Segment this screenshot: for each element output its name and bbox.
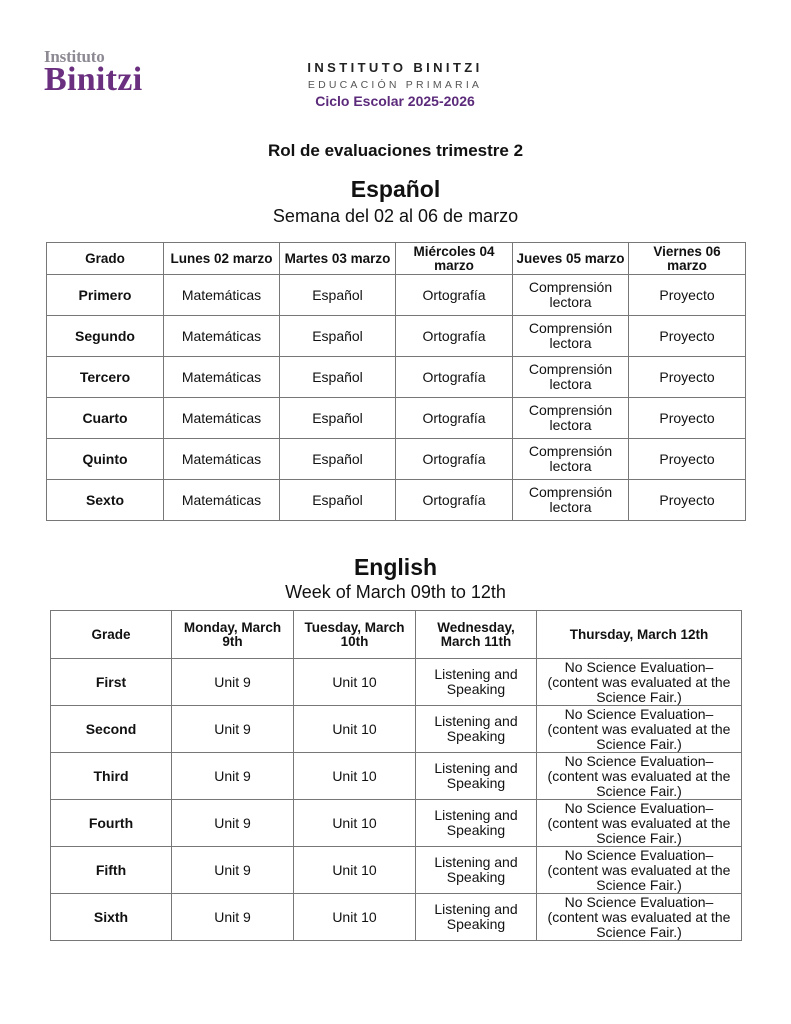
evaluation-cell: No Science Evaluation– (content was evaluated at the Science Fair.) bbox=[537, 753, 742, 800]
evaluation-cell: Listening and Speaking bbox=[416, 706, 537, 753]
evaluation-cell: Unit 9 bbox=[172, 894, 294, 941]
evaluation-cell: Español bbox=[280, 275, 396, 316]
grade-column-header: Grado bbox=[47, 243, 164, 275]
evaluation-cell: Proyecto bbox=[629, 357, 746, 398]
evaluation-cell: Listening and Speaking bbox=[416, 753, 537, 800]
evaluation-cell: Ortografía bbox=[396, 398, 513, 439]
evaluation-cell: Comprensión lectora bbox=[513, 275, 629, 316]
evaluation-cell: Proyecto bbox=[629, 275, 746, 316]
evaluation-cell: No Science Evaluation– (content was evaluated at the Science Fair.) bbox=[537, 894, 742, 941]
grade-cell: Tercero bbox=[47, 357, 164, 398]
day-column-header: Monday, March 9th bbox=[172, 611, 294, 659]
grade-cell: Primero bbox=[47, 275, 164, 316]
grade-column-header: Grade bbox=[51, 611, 172, 659]
evaluation-cell: Comprensión lectora bbox=[513, 480, 629, 521]
logo-line-binitzi: Binitzi bbox=[44, 61, 143, 98]
grade-cell: Fifth bbox=[51, 847, 172, 894]
education-level: EDUCACIÓN PRIMARIA bbox=[307, 79, 483, 91]
table-row bbox=[51, 706, 742, 753]
document-header bbox=[230, 60, 560, 109]
evaluation-cell: Matemáticas bbox=[164, 357, 280, 398]
table-row bbox=[51, 659, 742, 706]
day-column-header: Lunes 02 marzo bbox=[164, 243, 280, 275]
table-row bbox=[51, 753, 742, 800]
evaluation-cell: No Science Evaluation– (content was evaluated at the Science Fair.) bbox=[537, 706, 742, 753]
english-schedule-table bbox=[50, 610, 742, 941]
day-column-header: Viernes 06 marzo bbox=[629, 243, 746, 275]
evaluation-cell: Comprensión lectora bbox=[513, 357, 629, 398]
day-column-header: Martes 03 marzo bbox=[280, 243, 396, 275]
espanol-schedule-table bbox=[46, 242, 746, 521]
evaluation-cell: Unit 9 bbox=[172, 847, 294, 894]
evaluation-cell: Español bbox=[280, 398, 396, 439]
evaluation-cell: Ortografía bbox=[396, 480, 513, 521]
grade-cell: Second bbox=[51, 706, 172, 753]
table-row bbox=[47, 316, 746, 357]
evaluation-cell: Español bbox=[280, 357, 396, 398]
evaluation-cell: Español bbox=[280, 316, 396, 357]
day-column-header: Wednesday, March 11th bbox=[416, 611, 537, 659]
evaluation-cell: Proyecto bbox=[629, 398, 746, 439]
evaluation-cell: Listening and Speaking bbox=[416, 894, 537, 941]
evaluation-cell: Unit 9 bbox=[172, 753, 294, 800]
table-row bbox=[47, 275, 746, 316]
english-week-range: Week of March 09th to 12th bbox=[285, 582, 506, 602]
table-row bbox=[47, 480, 746, 521]
evaluation-cell: Comprensión lectora bbox=[513, 398, 629, 439]
evaluation-cell: Español bbox=[280, 439, 396, 480]
grade-cell: Sixth bbox=[51, 894, 172, 941]
evaluation-cell: Matemáticas bbox=[164, 316, 280, 357]
day-column-header: Jueves 05 marzo bbox=[513, 243, 629, 275]
evaluation-cell: Ortografía bbox=[396, 316, 513, 357]
evaluation-cell: Matemáticas bbox=[164, 480, 280, 521]
logo-line-instituto: Instituto bbox=[44, 47, 105, 66]
grade-cell: Cuarto bbox=[47, 398, 164, 439]
evaluation-cell: Matemáticas bbox=[164, 439, 280, 480]
evaluation-cell: Español bbox=[280, 480, 396, 521]
grade-cell: Third bbox=[51, 753, 172, 800]
espanol-section-title: Español bbox=[350, 176, 441, 202]
evaluation-cell: No Science Evaluation– (content was evaluated at the Science Fair.) bbox=[537, 659, 742, 706]
evaluation-cell: Ortografía bbox=[396, 439, 513, 480]
document-subtitle: Rol de evaluaciones trimestre 2 bbox=[267, 141, 524, 160]
evaluation-cell: Ortografía bbox=[396, 275, 513, 316]
evaluation-cell: Unit 10 bbox=[294, 800, 416, 847]
table-header-row bbox=[51, 611, 742, 659]
school-name: INSTITUTO BINITZI bbox=[307, 60, 483, 75]
espanol-week-range: Semana del 02 al 06 de marzo bbox=[272, 206, 519, 226]
evaluation-cell: Matemáticas bbox=[164, 275, 280, 316]
grade-cell: Quinto bbox=[47, 439, 164, 480]
table-header-row bbox=[47, 243, 746, 275]
table-row bbox=[47, 439, 746, 480]
evaluation-cell: Listening and Speaking bbox=[416, 847, 537, 894]
evaluation-cell: Ortografía bbox=[396, 357, 513, 398]
english-section-title: English bbox=[353, 554, 438, 580]
evaluation-cell: Unit 10 bbox=[294, 706, 416, 753]
evaluation-cell: Proyecto bbox=[629, 480, 746, 521]
table-row bbox=[51, 847, 742, 894]
grade-cell: Sexto bbox=[47, 480, 164, 521]
evaluation-cell: Unit 10 bbox=[294, 659, 416, 706]
evaluation-cell: No Science Evaluation– (content was evaluated at the Science Fair.) bbox=[537, 800, 742, 847]
day-column-header: Thursday, March 12th bbox=[537, 611, 742, 659]
school-logo bbox=[44, 48, 174, 96]
evaluation-cell: Unit 10 bbox=[294, 894, 416, 941]
evaluation-cell: Matemáticas bbox=[164, 398, 280, 439]
evaluation-cell: Unit 10 bbox=[294, 753, 416, 800]
evaluation-cell: No Science Evaluation– (content was evaluated at the Science Fair.) bbox=[537, 847, 742, 894]
evaluation-cell: Unit 10 bbox=[294, 847, 416, 894]
evaluation-cell: Listening and Speaking bbox=[416, 800, 537, 847]
table-row bbox=[47, 398, 746, 439]
table-row bbox=[51, 894, 742, 941]
grade-cell: Segundo bbox=[47, 316, 164, 357]
grade-cell: First bbox=[51, 659, 172, 706]
evaluation-cell: Unit 9 bbox=[172, 800, 294, 847]
school-cycle: Ciclo Escolar 2025-2026 bbox=[315, 93, 475, 109]
table-row bbox=[51, 800, 742, 847]
evaluation-cell: Listening and Speaking bbox=[416, 659, 537, 706]
day-column-header: Tuesday, March 10th bbox=[294, 611, 416, 659]
day-column-header: Miércoles 04 marzo bbox=[396, 243, 513, 275]
evaluation-cell: Comprensión lectora bbox=[513, 316, 629, 357]
table-row bbox=[47, 357, 746, 398]
grade-cell: Fourth bbox=[51, 800, 172, 847]
evaluation-cell: Proyecto bbox=[629, 439, 746, 480]
evaluation-cell: Unit 9 bbox=[172, 706, 294, 753]
evaluation-cell: Comprensión lectora bbox=[513, 439, 629, 480]
evaluation-cell: Proyecto bbox=[629, 316, 746, 357]
evaluation-cell: Unit 9 bbox=[172, 659, 294, 706]
